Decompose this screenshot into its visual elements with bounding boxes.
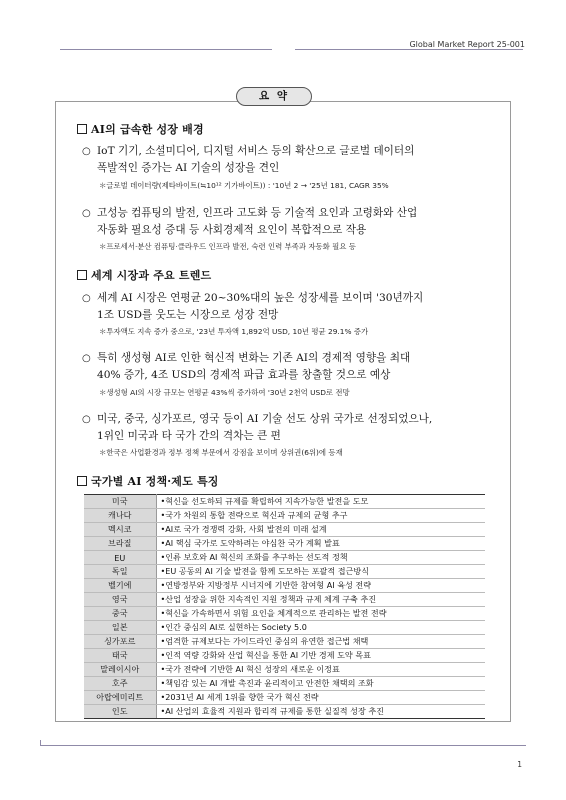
table-row — [84, 635, 485, 649]
bullet-note: ＊프로세서·분산 컴퓨팅·클라우드 인프라 발전, 숙련 인력 부족과 자동화 필요 등 — [99, 242, 356, 251]
policy-cell: •연방정부와 지방정부 시너지에 기반한 참여형 AI 육성 전략 — [156, 579, 485, 593]
bullet-note: ＊글로벌 데이터량(제타바이트(≒10¹² 기가바이트)) : '10년 2 → '25년 181, CAGR 35% — [99, 181, 389, 190]
bullet-item: ○ 미국, 중국, 싱가포르, 영국 등이 AI 기술 선도 상위 국가로 선정되었으나, 1위인 미국과 타 국가 간의 격차는 큰 편 — [82, 413, 433, 442]
bullet-item: ○ 특히 생성형 AI로 인한 혁신적 변화는 기존 AI의 경제적 영향을 최대 40% 증가, 4조 USD의 경제적 파급 효과를 창출할 것으로 예상 — [82, 352, 411, 381]
circle-bullet-icon: ○ — [82, 146, 91, 157]
country-cell: 독일 — [84, 565, 156, 579]
policy-cell: •인적 역량 강화와 산업 혁신을 통한 AI 기반 경제 도약 목표 — [156, 649, 485, 663]
circle-bullet-icon: ○ — [82, 208, 91, 219]
country-cell: 벨기에 — [84, 579, 156, 593]
policy-cell: •혁신을 선도하되 규제를 확립하여 지속가능한 발전을 도모 — [156, 495, 485, 509]
square-bullet-icon — [77, 124, 87, 134]
table-row — [84, 621, 485, 635]
circle-bullet-icon: ○ — [82, 353, 91, 364]
square-bullet-icon — [77, 270, 87, 280]
section-title-policy: 국가별 AI 정책·제도 특징 — [77, 473, 219, 489]
policy-cell: •국가 전략에 기반한 AI 혁신 성장의 새로운 이정표 — [156, 663, 485, 677]
policy-cell: •인간 중심의 AI로 실현하는 Society 5.0 — [156, 621, 485, 635]
table-row — [84, 509, 485, 523]
footer-rule — [40, 745, 526, 746]
square-bullet-icon — [77, 476, 87, 486]
circle-bullet-icon: ○ — [82, 414, 91, 425]
table-row — [84, 523, 485, 537]
bullet-item: ○ IoT 기기, 소셜미디어, 디지털 서비스 등의 확산으로 글로벌 데이터의 폭발적인 증가는 AI 기술의 성장을 견인 — [82, 145, 415, 174]
summary-title: 요 약 — [236, 87, 312, 106]
country-cell: EU — [84, 551, 156, 565]
bullet-item: ○ 고성능 컴퓨팅의 발전, 인프라 고도화 등 기술적 요인과 고령화와 산업 자동화 필요성 증대 등 사회경제적 요인이 복합적으로 작용 — [82, 207, 418, 236]
country-cell: 미국 — [84, 495, 156, 509]
policy-cell: •국가 차원의 통합 전략으로 혁신과 규제의 균형 추구 — [156, 509, 485, 523]
circle-bullet-icon: ○ — [82, 293, 91, 304]
country-cell: 멕시코 — [84, 523, 156, 537]
country-cell: 인도 — [84, 705, 156, 719]
section-title-background: AI의 급속한 성장 배경 — [77, 121, 204, 137]
table-row — [84, 495, 485, 509]
policy-cell: •엄격한 규제보다는 가이드라인 중심의 유연한 접근법 채택 — [156, 635, 485, 649]
table-row — [84, 691, 485, 705]
country-cell: 브라질 — [84, 537, 156, 551]
table-row — [84, 705, 485, 719]
policy-cell: •2031년 AI 세계 1위를 향한 국가 혁신 전략 — [156, 691, 485, 705]
country-cell: 말레이시아 — [84, 663, 156, 677]
report-id: Global Market Report 25-001 — [409, 40, 525, 49]
table-row — [84, 565, 485, 579]
country-cell: 일본 — [84, 621, 156, 635]
header-rule-left — [60, 49, 272, 50]
policy-cell: •AI로 국가 경쟁력 강화, 사회 발전의 미래 설계 — [156, 523, 485, 537]
table-row — [84, 607, 485, 621]
policy-cell: •AI 산업의 효율적 지원과 합리적 규제를 통한 실질적 성장 추진 — [156, 705, 485, 719]
policy-cell: •책임감 있는 AI 개발 촉진과 윤리적이고 안전한 채택의 조화 — [156, 677, 485, 691]
country-cell: 영국 — [84, 593, 156, 607]
table-row — [84, 537, 485, 551]
table-row — [84, 579, 485, 593]
bullet-note: ＊한국은 사업환경과 정부 정책 부문에서 강점을 보이며 상위권(6위)에 등재 — [99, 448, 343, 457]
country-cell: 캐나다 — [84, 509, 156, 523]
policy-table — [84, 494, 485, 719]
bullet-note: ＊생성형 AI의 시장 규모는 연평균 43%씩 증가하여 '30년 2천억 USD로 전망 — [99, 388, 350, 397]
policy-cell: •인류 보호와 AI 혁신의 조화를 추구하는 선도적 정책 — [156, 551, 485, 565]
table-row — [84, 593, 485, 607]
country-cell: 싱가포르 — [84, 635, 156, 649]
bullet-item: ○ 세계 AI 시장은 연평균 20~30%대의 높은 성장세를 보이며 '30년까지 1조 USD를 웃도는 시장으로 성장 전망 — [82, 292, 424, 321]
country-cell: 태국 — [84, 649, 156, 663]
table-row — [84, 677, 485, 691]
section-title-market: 세계 시장과 주요 트렌드 — [77, 267, 211, 283]
table-row — [84, 663, 485, 677]
policy-cell: •EU 공동의 AI 기술 발전을 함께 도모하는 포괄적 접근방식 — [156, 565, 485, 579]
bullet-note: ＊투자액도 지속 증가 중으로, '23년 투자액 1,892억 USD, 10년 평균 29.1% 증가 — [99, 327, 369, 336]
policy-cell: •산업 성장을 위한 지속적인 지원 정책과 규제 체계 구축 추진 — [156, 593, 485, 607]
table-row — [84, 649, 485, 663]
policy-cell: •AI 핵심 국가로 도약하려는 야심찬 국가 계획 발표 — [156, 537, 485, 551]
country-cell: 아랍에미리트 — [84, 691, 156, 705]
header-rule-right — [295, 49, 523, 50]
country-cell: 호주 — [84, 677, 156, 691]
table-row — [84, 551, 485, 565]
page-number: 1 — [517, 760, 522, 769]
country-cell: 중국 — [84, 607, 156, 621]
policy-cell: •혁신을 가속하면서 위험 요인을 체계적으로 관리하는 발전 전략 — [156, 607, 485, 621]
